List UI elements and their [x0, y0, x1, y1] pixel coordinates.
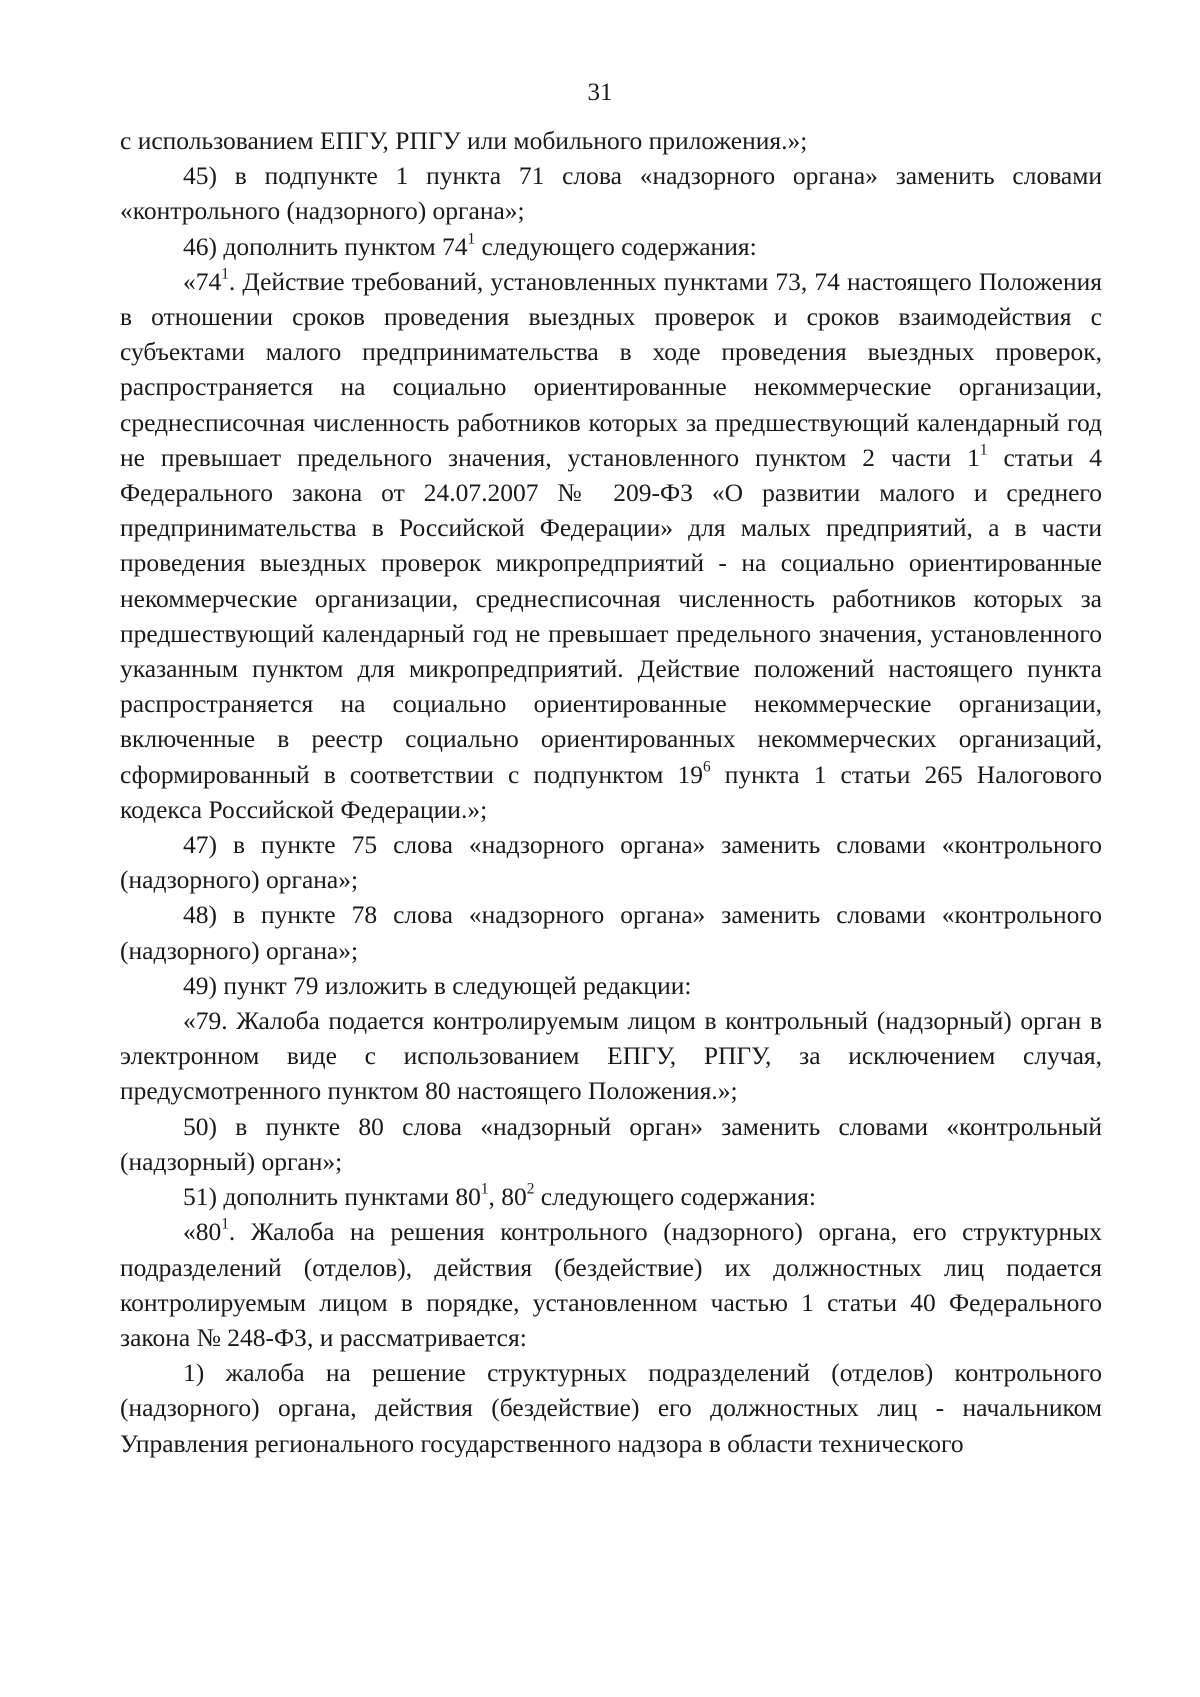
- text-segment: 46) дополнить пунктом 74: [183, 231, 468, 261]
- paragraph-item-49: [120, 968, 1102, 1003]
- text-segment: 49) пункт 79 изложить в следующей редакции:: [183, 970, 692, 1000]
- text-segment: «79. Жалоба подается контролируемым лицом в контрольный (надзорный) орган в электронном виде с использованием ЕПГУ, РПГУ, за исключением случая, предусмотренного пунктом 80 настоящего Положения.»;: [120, 1006, 1102, 1106]
- paragraph-item-51: [120, 1179, 1102, 1214]
- page-number: 31: [587, 79, 613, 106]
- paragraph-clause-79: [120, 1003, 1102, 1109]
- superscript-index: 1: [480, 1180, 489, 1198]
- text-segment: с использованием ЕПГУ, РПГУ или мобильного приложения.»;: [120, 126, 808, 155]
- paragraph-subitem-1: [120, 1355, 1102, 1461]
- text-segment: статьи 4 Федерального закона от 24.07.2007 № 209-ФЗ «О развитии малого и среднего предпринимательства в Российской Федерации» для малых предприятий, а в части проведения выездных проверок микропредприятий - на социально ориентированные некоммерческие организации, среднесписочная численность работников которых за предшествующий календарный год не превышает предельного значения, установленного указанным пунктом для микропредприятий. Действие положений настоящего пункта распространяется на социально ориентированные некоммерческие организации, включенные в реестр социально ориентированных некоммерческих организаций, сформированный в соответствии с подпунктом 19: [120, 442, 1102, 789]
- paragraph-item-50: [120, 1109, 1102, 1179]
- paragraph-clause-74-1: [120, 264, 1102, 827]
- paragraph-item-48: [120, 897, 1102, 967]
- text-segment: следующего содержания:: [534, 1182, 816, 1212]
- text-segment: 1) жалоба на решение структурных подразделений (отделов) контрольного (надзорного) органа, действия (бездействие) его должностных лиц - начальником Управления регионального государственного надзора в области технического: [120, 1358, 1102, 1458]
- text-segment: . Жалоба на решения контрольного (надзорного) органа, его структурных подразделений (отделов), действия (бездействие) их должностных лиц подается контролируемым лицом в порядке, установленном частью 1 статьи 40 Федерального закона № 248-ФЗ, и рассматривается:: [120, 1217, 1102, 1352]
- text-segment: пункта 1 статьи 265 Налогового кодекса Российской Федерации.»;: [120, 759, 1103, 824]
- text-segment: 50) в пункте 80 слова «надзорный орган» заменить словами «контрольный (надзорный) орган»;: [120, 1111, 1102, 1176]
- text-segment: 51) дополнить пунктами 80: [183, 1182, 481, 1212]
- superscript-index: 6: [702, 758, 711, 776]
- paragraph-clause-80-1: [120, 1214, 1102, 1355]
- text-segment: 45) в подпункте 1 пункта 71 слова «надзорного органа» заменить словами «контрольного (надзорного) органа»;: [120, 161, 1102, 226]
- superscript-index: 2: [526, 1180, 535, 1198]
- text-segment: следующего содержания:: [475, 231, 757, 261]
- text-segment: «80: [183, 1217, 222, 1247]
- text-segment: , 80: [488, 1182, 527, 1212]
- superscript-index: 1: [221, 1215, 229, 1233]
- text-segment: 48) в пункте 78 слова «надзорного органа» заменить словами «контрольного (надзорного) органа»;: [120, 900, 1102, 965]
- text-segment: «74: [183, 266, 222, 296]
- superscript-index: 1: [467, 230, 476, 248]
- paragraph-item-47: [120, 827, 1102, 897]
- text-segment: . Действие требований, установленных пунктами 73, 74 настоящего Положения в отношении сроков проведения выездных проверок и сроков взаимодействия с субъектами малого предпринимательства в ходе проведения выездных проверок, распространяется на социально ориентированные некоммерческие организации, среднесписочная численность работников которых за предшествующий календарный год не превышает предельного значения, установленного пунктом 2 части 1: [120, 266, 1102, 472]
- paragraph-item-45: [120, 158, 1102, 228]
- superscript-index: 1: [979, 441, 988, 459]
- document-body: [120, 123, 1102, 1461]
- superscript-index: 1: [221, 265, 229, 283]
- paragraph-item-46: [120, 229, 1102, 264]
- text-segment: 47) в пункте 75 слова «надзорного органа» заменить словами «контрольного (надзорного) органа»;: [120, 830, 1102, 895]
- paragraph-continuation: [120, 123, 1102, 158]
